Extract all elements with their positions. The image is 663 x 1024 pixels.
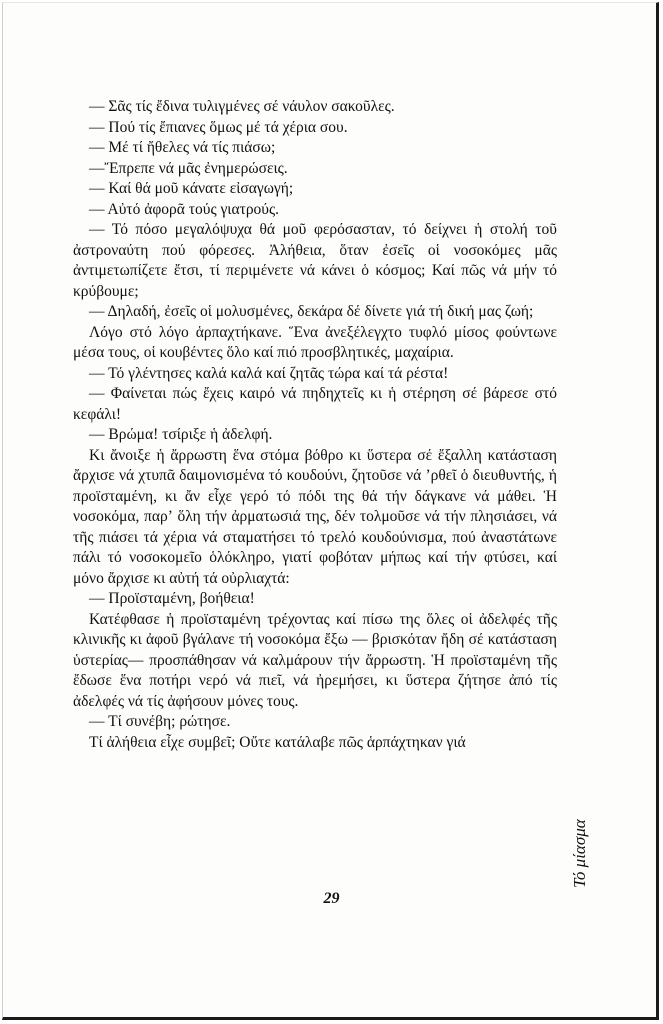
paragraph: — Τό πόσο μεγαλόψυχα θά μοῦ φερόσασταν, τό δείχνει ἡ στολή τοῦ ἀστροναύτη πού φόρεσες. Ἀλήθεια, ὅταν ἐσεῖς οἱ νοσοκόμες μᾶς ἀντιμετωπίζετε ἔτσι, τί περιμένετε νά κάνει ὁ κόσμος; Καί πῶς νά μήν τό κρύβουμε; (73, 221, 557, 300)
paragraph: — Τό γλέντησες καλά καλά καί ζητᾶς τώρα καί τά ρέστα! (89, 364, 449, 382)
paragraph: —Ἔπρεπε νά μᾶς ἐνημερώσεις. (89, 159, 288, 177)
paragraph: — Προϊσταμένη, βοήθεια! (89, 590, 255, 607)
paragraph: Κι ἄνοιξε ἡ ἄρρωστη ἕνα στόμα βόθρο κι ὕστερα σέ ἔξαλλη κατάσταση ἄρχισε νά χτυπᾶ δαιμονισμένα τό κουδούνι, ζητοῦσε νά ʼρθεῖ ὁ διευθυντής, ἡ προϊσταμένη, κι ἄν εἶχε γερό τό πόδι της θά τήν δάγκανε νά μάθει. Ἡ νοσοκόμα, παρʼ ὅλη τήν ἀρματωσιά της, δέν τολμοῦσε νά τήν πλησιάσει, νά τῆς πιάσει τά χέρια νά σταματήσει τό τρελό κουδούνισμα, πού ἀναστάτωνε πάλι τό νοσοκομεῖο ὁλόκληρο, γιατί φοβόταν μήπως καί τήν φτύσει, καί μόνο ἄρχισε κι αὐτή τά οὐρλιαχτά: (73, 446, 557, 587)
paragraph: Κατέφθασε ἡ προϊσταμένη τρέχοντας καί πίσω της ὅλες οἱ ἀδελφές τῆς κλινικῆς κι ἀφοῦ βγάλανε τή νοσοκόμα ἔξω — βρισκόταν ἤδη σέ κατάσταση ὑστερίας— προσπάθησαν νά καλμάρουν τήν ἄρρωστη. Ἡ προϊσταμένη τῆς ἔδωσε ἕνα ποτήρι νερό νά πιεῖ, νά ἠρεμήσει, κι ὕστερα ζήτησε ἀπό τίς ἀδελφές νά τίς ἀφήσουν μόνες τους. (73, 610, 557, 710)
paragraph: — Δηλαδή, ἐσεῖς οἱ μολυσμένες, δεκάρα δέ δίνετε γιά τή δική μας ζωή; (89, 303, 534, 320)
paragraph: — Σᾶς τίς ἔδινα τυλιγμένες σέ νάυλον σακοῦλες. (89, 98, 395, 115)
paragraph: — Πού τίς ἔπιανες ὅμως μέ τά χέρια σου. (89, 118, 348, 136)
body-text (73, 97, 557, 753)
paragraph: — Βρώμα! τσίριξε ἡ ἀδελφή. (89, 426, 273, 443)
paragraph: — Μέ τί ἤθελες νά τίς πιάσω; (89, 139, 276, 156)
paragraph: — Τί συνέβη; ρώτησε. (89, 713, 231, 730)
paragraph: Τί ἀλήθεια εἶχε συμβεῖ; Οὔτε κατάλαβε πῶς ἁρπάχτηκαν γιά (89, 733, 466, 751)
running-title: Τό μίασμα (570, 819, 589, 888)
paragraph: Λόγο στό λόγο ἁρπαχτήκανε. Ἕνα ἀνεξέλεγχτο τυφλό μίσος φούντωνε μέσα τους, οἱ κουβέντες ὅλο καί πιό προσβλητικές, μαχαίρια. (73, 323, 557, 361)
paragraph: — Αὐτό ἀφορᾶ τούς γιατρούς. (89, 200, 279, 218)
page-number: 29 (323, 890, 340, 907)
paragraph: — Φαίνεται πώς ἔχεις καιρό νά πηδηχτεῖς κι ἡ στέρηση σέ βάρεσε στό κεφάλι! (73, 385, 557, 423)
paragraph: — Καί θά μοῦ κάνατε εἰσαγωγή; (89, 180, 294, 197)
